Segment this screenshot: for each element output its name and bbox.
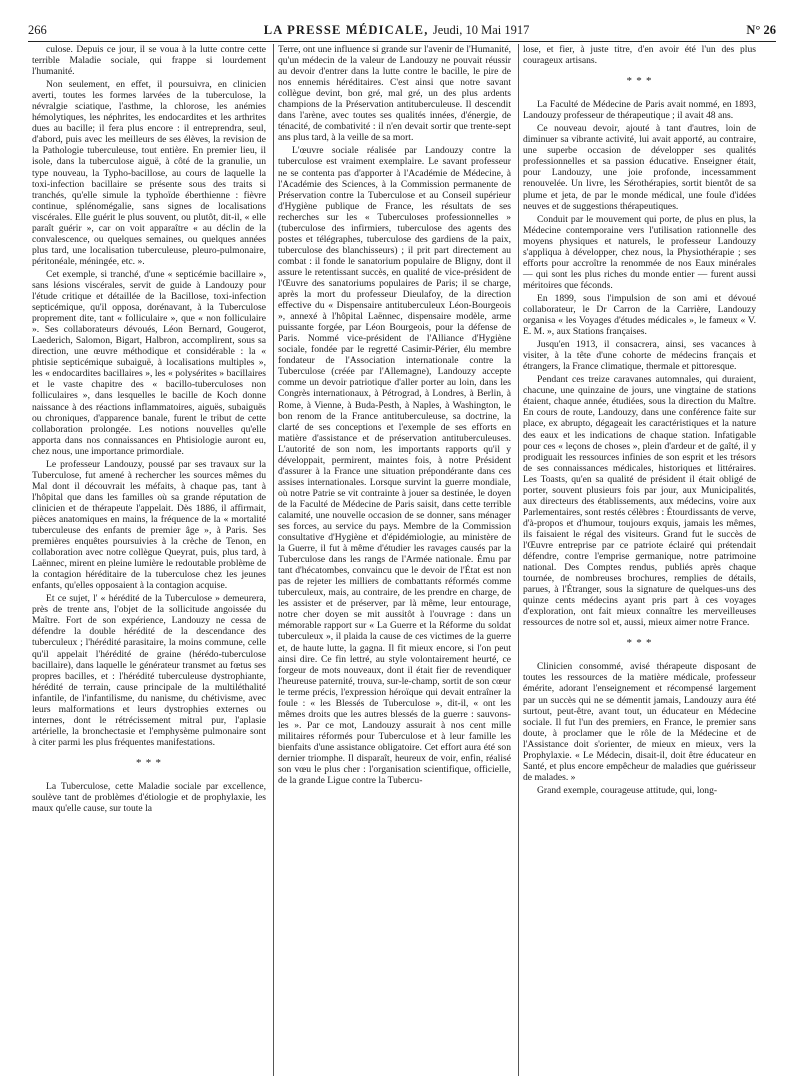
article-paragraph: culose. Depuis ce jour, il se voua à la lutte contre cette terrible Maladie sociale, qui frappe si lourdement l'humanité. [32,44,266,78]
article-paragraph: Le professeur Landouzy, poussé par ses travaux sur la Tuberculose, fut amené à rechercher les sources mêmes du Mal dont il découvrait les méfaits, à chaque pas, tant à l'hôpital que dans les familles où sa grande réputation de clinicien et de thérapeute l'appelait. Dès 1886, il affirmait, pièces anatomiques en mains, la fréquence de la « mortalité tuberculeuse des enfants de premier âge », à Paris. Ses premières enquêtes poursuivies à la crèche de Tenon, en collaboration avec notre collègue Queyrat, puis, plus tard, à Laënnec, mirent en pleine lumière le redoutable problème de la contagion héréditaire de la tuberculose chez les jeunes enfants, qu'elles opposaient à la contagion acquise. [32,458,266,592]
article-paragraph: L'œuvre sociale réalisée par Landouzy contre la tuberculose est vraiment exemplaire. Le savant professeur ne se contenta pas d'apporter à l'Académie de Médecine, à l'Académie des Sciences, à la Commission permanente de Préservation contre la Tuberculose et au Conseil supérieur d'Hygiène publique de France, les résultats de ses recherches sur les « Tuberculoses professionnelles » (tuberculose des infirmiers, tuberculose des agents des postes et télégraphes, tuberculose des gardiens de la paix, tuberculose des blanchisseurs) ; il prit part directement au combat : il fonde le sanatorium populaire de Bligny, dont il assure le retentissant succès, en qualité de vice-président de l'Œuvre des sanatoriums populaires de Paris; il se charge, après la mort du professeur Dieulafoy, de la direction effective du « Dispensaire antituberculeux Léon-Bourgeois », annexé à l'hôpital Laënnec, dispensaire modèle, arme puissante forgée, par Léon Bourgeois, pour la défense de Paris. Nommé vice-président de l'Alliance d'Hygiène sociale, fondée par le regretté Casimir-Périer, élu membre fondateur de l'Association internationale contre la Tuberculose (créée par l'Allemagne), Landouzy accepte comme un devoir patriotique d'aller porter au loin, dans les Congrès internationaux, à Pétrograd, à Londres, à Berlin, à Rome, à Vienne, à Buda-Pesth, à Naples, à Washington, le bon renom de la France antituberculeuse, sa doctrine, la clarté de ses conceptions et l'exemple de ses efforts en matière d'assistance et de préservation antituberculeuses. L'autorité de son nom, les importants rapports qu'il y développait, permirent, maintes fois, à notre Président d'assurer à la France une situation prépondérante dans ces assises internationales. Lorsque survint la guerre mondiale, où notre Patrie se vit contrainte à jouer sa destinée, le doyen de la Faculté de Médecine de Paris saisit, dans cette terrible calamité, une nouvelle occasion de se donner, sans ménager ses forces, au service du pays. Membre de la Commission consultative d'Hygiène et d'épidémiologie, au ministère de la Guerre, il fut à même d'étudier les ravages causés par la Tuberculose dans les rangs de l'Armée nationale. Ému par tant d'hécatombes, convaincu que le devoir de l'État est non pas de rejeter les milliers de combattants réformés comme tuberculeux, mais, au contraire, de les prendre en charge, de les assister et de préserver, par là même, leur entourage, notre cher doyen se mit aussitôt à l'ouvrage : dans un mémorable rapport sur « La Guerre et la Réforme du soldat tuberculeux », il plaida la cause de ces victimes de la guerre et, de haute lutte, la gagna. Il fit mieux encore, si l'on peut ainsi dire. Ce fin lettré, au style volontairement heurté, ce forgeur de mots nouveaux, dont il était fier de revendiquer l'heureuse paternité, trouva, sur-le-champ, sortit de son cœur le terme précis, l'expression héroïque qui devait entraîner la foule : « les Blessés de Tuberculose », dit-il, « ont les mêmes droits que les autres blessés de la guerre : sauvons-les ». Par ce mot, Landouzy assurait à nos cent mille militaires réformés pour Tuberculose et à leur famille les bienfaits d'une assistance obligatoire. Cet effort aura été son dernier triomphe. Il disparaît, heureux de voir, enfin, réalisé son vœu le plus cher : l'organisation scientifique, officielle, de la grande Ligue contre la Tubercu- [278,145,511,787]
article-paragraph: Cet exemple, si tranché, d'une « septicémie bacillaire », sans lésions viscérales, servit de guide à Landouzy pour l'étude critique et détaillée de la Bacillose, toxi-infection septicémique, qu'il opposa, dorénavant, à la Tuberculose proprement dite, tant « folliculaire », que « non folliculaire ». Ses collaborateurs dévoués, Léon Bernard, Gougerot, Laederich, Salomon, Bigart, Halbron, accomplirent, sous sa direction, une œuvre méthodique et considérable : la « phtisie septicémique subaiguë, à localisations multiples », les « endocardites bacillaires », les « polysérites » bacillaires et le vaste chapitre des « bacillo-tuberculoses non folliculaires », dans lesquelles le bacille de Koch donne naissance à des réactions inflammatoires, aiguës, subaiguës ou chroniques, d'apparence banale, furent le tribut de cette collaboration prolongée. Les notions nouvelles qu'elle apporta dans nos connaissances en Phtisiologie auront eu, chez nous, une importance primordiale. [32,268,266,457]
article-paragraph: En 1899, sous l'impulsion de son ami et dévoué collaborateur, le Dr Carron de la Carrière, Landouzy organisa « les Voyages d'études médicales », le fameux « V. E. M. », aux Stations françaises. [523,292,756,338]
article-paragraph: Ce nouveau devoir, ajouté à tant d'autres, loin de diminuer sa vibrante activité, lui avait apporté, au contraire, une superbe occasion de développer ses qualités professionnelles et sa passion éducative. Enseigner était, pour Landouzy, une joie profonde, incessamment renouvelée. Un livre, les Sérothérapies, sortit bientôt de sa plume et jeta, de par le monde médical, une foule d'idées neuves et de suggestions thérapeutiques. [523,123,756,212]
issue-number: N° 26 [746,23,776,37]
article-paragraph: La Faculté de Médecine de Paris avait nommé, en 1893, Landouzy professeur de thérapeutique ; il avait 48 ans. [523,99,756,122]
page-number: 266 [28,23,47,37]
section-separator: * * * [626,637,653,650]
article-paragraph: La Tuberculose, cette Maladie sociale par excellence, soulève tant de problèmes d'étiologie et de prophylaxie, les maux qu'elle cause, sur toute la [32,781,266,815]
article-columns [28,44,776,1076]
article-paragraph: Clinicien consommé, avisé thérapeute disposant de toutes les ressources de la matière médicale, professeur émérite, adorant l'enseignement et récompensé largement par un succès qui ne se démentit jamais, Landouzy aura été surtout, peut-être, avant tout, un éducateur en Médecine sociale. Il fut l'un des premiers, en France, le premier sans doute, à proclamer que le rôle de la Médecine et de l'Assistance doit s'orienter, de mieux en mieux, vers la Prophylaxie. « Le Médecin, disait-il, doit être éducateur en Santé, et plus encore empêcheur de maladies que guérisseur de malades. » [523,661,756,783]
article-paragraph: Conduit par le mouvement qui porte, de plus en plus, la Médecine contemporaine vers l'utilisation rationnelle des moyens physiques et naturels, le professeur Landouzy s'appliqua à développer, chez nous, la Physiothérapie ; ses efforts pour accroître la renommée de nos Eaux minérales — qui sont les plus riches du monde entier — furent aussi méritoires que féconds. [523,213,756,291]
newspaper-page [28,18,776,1076]
issue-date: Jeudi, 10 Mai 1917 [432,23,530,37]
article-paragraph: Grand exemple, courageuse attitude, qui, long- [537,784,718,796]
article-paragraph: Jusqu'en 1913, il consacrera, ainsi, ses vacances à visiter, à la tête d'une cohorte de médecins français et étrangers, la France climatique, thermale et pittoresque. [523,339,756,373]
column-right [518,44,760,1076]
column-middle [273,44,515,1076]
section-separator: * * * [136,756,162,769]
article-paragraph: Non seulement, en effet, il poursuivra, en clinicien averti, toutes les formes larvées de la tuberculose, la névralgie sciatique, l'asthme, la chlorose, les anémies hémolytiques, les néphrites, les endocardites et les arthrites dues au bacille; il fera plus encore : il entreprendra, seul, d'abord, puis avec les meilleurs de ses élèves, la revision de la Pathologie tuberculeuse, tout entière. En premier lieu, il isole, dans la tuberculose aiguë, à côté de la granulie, un type nouveau, la Typho-bacillose, au cours de laquelle la toxi-infection bacillaire se présente sous des traits si tranchés, qu'elle simule la typhoïde éberthienne : fièvre continue, splénomégalie, sans signes de localisations viscérales. Elle guérit le plus souvent, ou plutôt, dit-il, « elle paraît guérir », car on voit apparaître « au déclin de la convalescence, ou quelques semaines, ou quelques années plus tard, une localisation tuberculeuse, pleuro-pulmonaire, péritonéale, méningée, etc. ». [32,79,266,267]
journal-name: LA PRESSE MÉDICALE, [263,23,429,37]
article-paragraph: Et ce sujet, l' « hérédité de la Tuberculose » demeurera, près de trente ans, l'objet de la sollicitude angoissée du Maître. Fort de son expérience, Landouzy ne cessa de défendre la double hérédité de la descendance des tuberculeux ; l'hérédité parasitaire, la moins commune, celle qu'il appelait l'hérédité de graine (hérédo-tuberculose bacillaire), dans laquelle le générateur transmet au fœtus ses propres bacilles, et : l'hérédité tuberculeuse dystrophiante, hérédité de terrain, cause principale de la multiléthalité infantile, de l'infantilisme, du nanisme, du chétivisme, avec leurs malformations et leurs dystrophies externes ou internes, dont le rétrécissement mitral pur, l'aplasie artérielle, la bronchectasie et l'emphysème pulmonaire sont à citer parmi les plus fréquentes manifestations. [32,593,266,748]
page-header [28,18,776,42]
journal-title [264,23,530,38]
article-paragraph: Terre, ont une influence si grande sur l'avenir de l'Humanité, qu'un médecin de la valeur de Landouzy ne pouvait réussir au devoir d'entrer dans la lutte contre le bacille, le pire de nos ennemis héréditaires. C'est ainsi que notre savant collègue devint, bon gré, mal gré, un des plus ardents champions de la Préservation antituberculeuse. Il descendit dans l'arène, avec toutes ses qualités innées, d'énergie, de ténacité, de combativité : il n'en devait sortir que trente-sept ans plus tard, à la veille de sa mort. [278,44,511,144]
section-separator: * * * [626,75,653,88]
article-paragraph: lose, et fier, à juste titre, d'en avoir été l'un des plus courageux artisans. [523,44,756,67]
column-left [28,44,270,1076]
article-paragraph: Pendant ces treize caravanes automnales, qui duraient, chacune, une quinzaine de jours, une vingtaine de stations étaient, chaque année, étudiées, sous la direction du Maître. En cours de route, Landouzy, dans une conférence faite sur place, ex abrupto, dégageait les caractéristiques et la nature des eaux et les indications de chaque station. Infatigable pour ces « leçons de choses », plein d'ardeur et de gaîté, il y prodiguait les ressources infinies de son esprit et les trésors de ses connaissances médicales, historiques et littéraires. Les Toasts, qu'en sa qualité de président il était obligé de porter, souvent plusieurs fois par jour, aux Municipalités, aux directeurs des établissements, aux médecins, voire aux Parlementaires, sont restés célèbres : Étourdissants de verve, d'à-propos et d'humour, toujours exquis, jamais les mêmes, ils faisaient le régal des visiteurs. Grand fut le succès de l'Œuvre entreprise par ce patriote éclairé qui prétendait défendre, contre l'emprise germanique, notre patrimoine national. Des Comptes rendus, publiés après chaque tournée, de nombreuses brochures, remplies de détails, parues, à l'Étranger, sous la signature de quelques-uns des quinze cents médecins ayant pris part à ces voyages d'exploration, ont fait mieux connaître les merveilleuses ressources de notre sol et, aussi, mieux aimer notre France. [523,374,756,629]
